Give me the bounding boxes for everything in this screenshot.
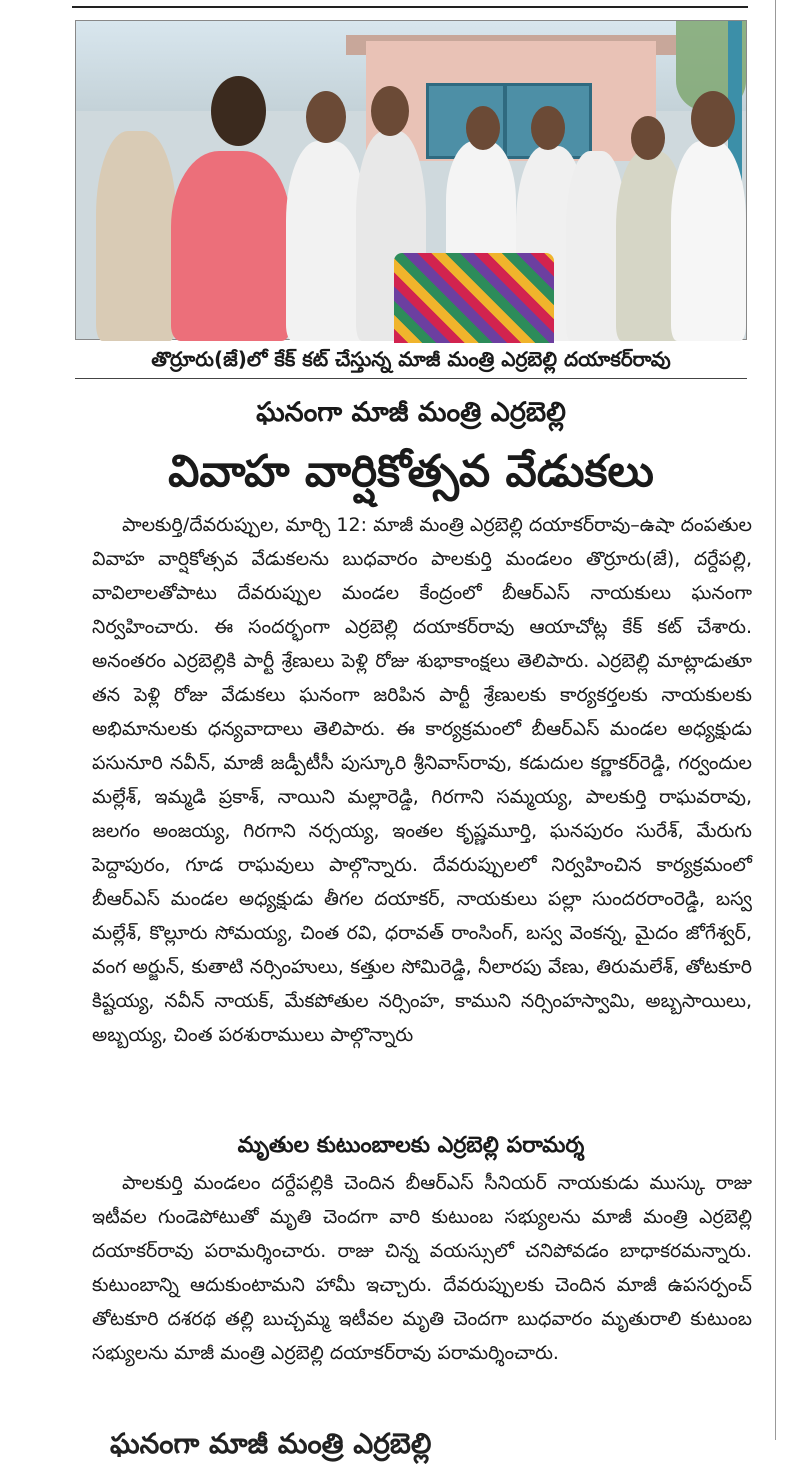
next-article-headline-cutoff: ఘనంగా మాజీ మంత్రి ఎర్రబెల్లి bbox=[110, 1427, 432, 1460]
paragraph-text: పాలకుర్తి మండలం దర్దేపల్లికి చెందిన బీఆర్ఎస్ సీనియర్ నాయకుడు ముస్కు రాజు ఇటీవల గుండెపోటుతో మృతి చెందగా వారి కుటుంబ సభ్యులను మాజీ మంత్రి ఎర్రబెల్లి దయాకర్‌రావు పరామర్శించారు. రాజు చిన్న వయస్సులో చనిపోవడం బాధాకరమన్నారు. కుటుంబాన్ని ఆదుకుంటామని హామీ ఇచ్చారు. దేవరుప్పులకు చెందిన మాజీ ఉపసర్పంచ్ తోటకూరి దశరథ తల్లి బుచ్చమ్మ ఇటీవల మృతి చెందగా బుధవారం మృతురాలి కుటుంబ సభ్యులను మాజీ మంత్రి ఎర్రబెల్లి దయాకర్‌రావు పరామర్శించారు. bbox=[92, 1172, 752, 1364]
cake bbox=[394, 253, 554, 343]
photo-caption: తొర్రూరు(జే)లో కేక్ కట్ చేస్తున్న మాజీ మంత్రి ఎర్రబెల్లి దయాకర్‌రావు bbox=[151, 347, 671, 371]
top-rule bbox=[72, 6, 748, 8]
news-photo bbox=[75, 20, 747, 340]
article-body-paragraph-1 bbox=[92, 508, 752, 1128]
paragraph-text: పాలకుర్తి/దేవరుప్పుల, మార్చి 12: మాజీ మంత్రి ఎర్రబెల్లి దయాకర్‌రావు–ఉషా దంపతుల వివాహ వార్షికోత్సవ వేడుకలను బుధవారం పాలకుర్తి మండలం తొర్రూరు(జే), దర్దేపల్లి, వావిలాలతోపాటు దేవరుప్పుల మండల కేంద్రంలో బీఆర్ఎస్ నాయకులు ఘనంగా నిర్వహించారు. ఈ సందర్భంగా ఎర్రబెల్లి దయాకర్‌రావు ఆయాచోట్ల కేక్ కట్ చేశారు. అనంతరం ఎర్రబెల్లికి పార్టీ శ్రేణులు పెళ్లి రోజు శుభాకాంక్షలు తెలిపారు. ఎర్రబెల్లి మాట్లాడుతూ తన పెళ్లి రోజు వేడుకలు ఘనంగా జరిపిన పార్టీ శ్రేణులకు కార్యకర్తలకు నాయకులకు అభిమానులకు ధన్యవాదాలు తెలిపారు. ఈ కార్యక్రమంలో బీఆర్ఎస్ మండల అధ్యక్షుడు పసునూరి నవీన్, మాజీ జడ్పీటీసీ పుస్కూరి శ్రీనివాస్‌రావు, కడుదుల కర్ణాకర్‌రెడ్డి, గర్వందుల మల్లేశ్, ఇమ్మడి ప్రకాశ్, నాయిని మల్లారెడ్డి, గిరగాని సమ్మయ్య, పాలకుర్తి రాఘవరావు, జలగం అంజయ్య, గిరగాని నర్సయ్య, ఇంతల కృష్ణమూర్తి, ఘనపురం సురేశ్, మేరుగు పెద్దాపురం, గూడ రాఘవులు పాల్గొన్నారు. దేవరుప్పులలో నిర్వహించిన కార్యక్రమంలో బీఆర్ఎస్ మండల అధ్యక్షుడు తీగల దయాకర్, నాయకులు పల్లా సుందరరాంరెడ్డి, బస్వ మల్లేశ్, కొల్లూరు సోమయ్య, చింత రవి, ధరావత్ రాంసింగ్, బస్వ వెంకన్న, మైదం జోగేశ్వర్, వంగ అర్జున్, కుతాటి నర్సింహులు, కత్తుల సోమిరెడ్డి, నీలారపు వేణు, తిరుమలేశ్, తోటకూరి కిష్టయ్య, నవీన్ నాయక్, మేకపోతుల నర్సింహ, కాముని నర్సింహస్వామి, అబ్బసాయిలు, అబ్బయ్య, చింత పరశురాములు పాల్గొన్నారు bbox=[92, 514, 752, 1046]
article-body-paragraph-2 bbox=[92, 1166, 752, 1406]
column-divider bbox=[775, 0, 776, 1440]
caption-rule bbox=[75, 378, 747, 379]
article-subhead: మృతుల కుటుంబాలకు ఎర్రబెల్లి పరామర్శ bbox=[237, 1133, 585, 1158]
article-kicker: ఘనంగా మాజీ మంత్రి ఎర్రబెల్లి bbox=[256, 397, 566, 428]
article-headline: వివాహ వార్షికోత్సవ వేడుకలు bbox=[168, 446, 654, 497]
